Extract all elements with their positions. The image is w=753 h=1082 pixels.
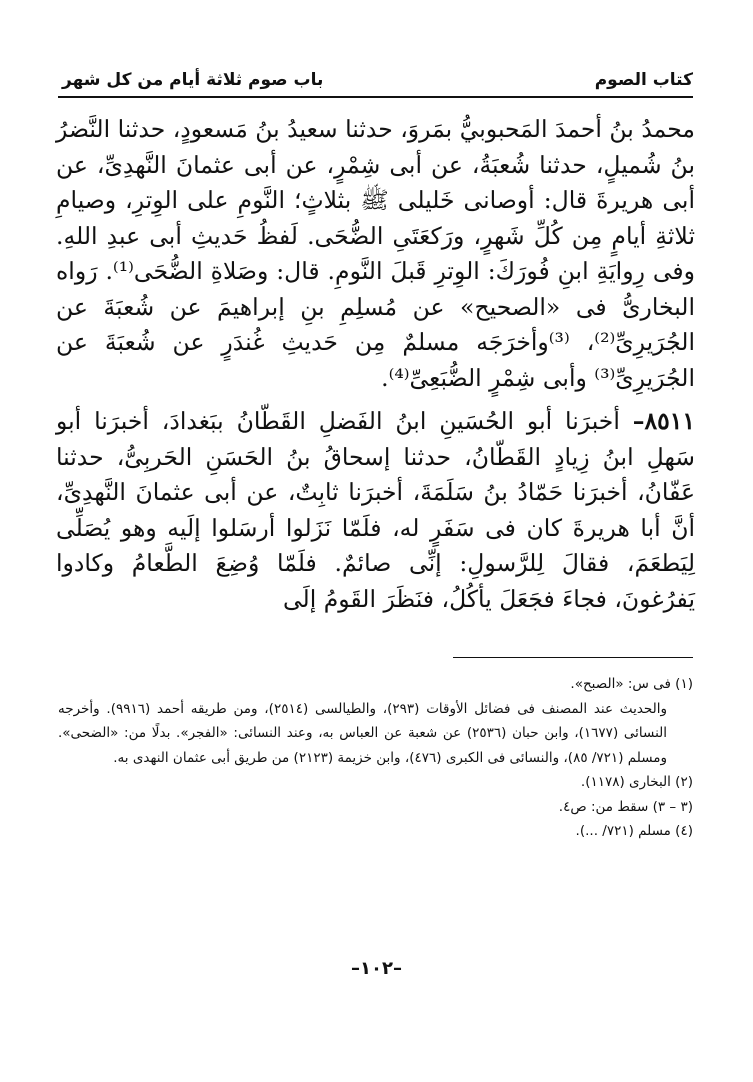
header-rule — [58, 96, 693, 98]
running-header — [62, 60, 693, 94]
hadith-paragraph: محمدُ بنُ أحمدَ المَحبوبيُّ بمَروَ، حدثنا سعيدُ بنُ مَسعودٍ، حدثنا النَّضرُ بنُ شُميلٍ، حدثنا شُعبَةُ، عن أبى شِمْرٍ، عن أبى عثمانَ النَّهدِىِّ، عن أبى هريرةَ قال: أوصانى خَليلى ﷺ بثلاثٍ؛ النَّومِ على الوِترِ، وصيامِ ثلاثةِ أيامٍ مِن كُلِّ شَهرٍ، ورَكعَتَىِ الضُّحَى. لَفظُ حَديثِ أبى عبدِ اللهِ. وفى رِوايَةِ ابنِ فُورَكَ: الوِترِ قَبلَ النَّومِ. قال: وصَلاةِ الضُّحَى⁽¹⁾. رَواه البخارىُّ فى «الصحيح» عن مُسلِمِ بنِ إبراهيمَ عن شُعبَةَ عن الجُرَيرِىِّ⁽²⁾، ⁽³⁾وأخرَجَه مسلمٌ مِن حَديثِ غُندَرٍ عن شُعبَةَ عن الجُرَيرِىِّ⁽³⁾ وأبى شِمْرٍ الضُّبَعِىِّ⁽⁴⁾. — [55, 115, 696, 392]
footnote: (٣ – ٣) سقط من: ص٤. — [558, 798, 693, 815]
hadith-number: ٨٥١١– — [632, 407, 695, 435]
footnote-rule — [453, 657, 693, 658]
footnotes — [58, 672, 693, 844]
main-text — [56, 112, 695, 617]
hadith-paragraph — [56, 404, 695, 617]
book-title: كتاب الصوم — [594, 70, 693, 90]
footnote-continuation: والحديث عند المصنف فى فضائل الأوقات (٢٩٣)، والطيالسى (٢٥١٤)، ومن طريقه أحمد (٩٩١٦). وأخرجه النسائى (١٦٧٧)، وابن حبان (٢٥٣٦) عن شعبة عن العباس به، وعند النسائى: «الفجر». بدلًا من: «الضحى». ومسلم (٧٢١/ ٨٥)، والنسائى فى الكبرى (٤٧٦)، وابن خزيمة (٢١٢٣) من طريق أبى عثمان النهدى به. — [58, 700, 668, 766]
chapter-title: باب صوم ثلاثة أيام من كل شهر — [62, 70, 324, 90]
hadith-text: أخبرَنا أبو الحُسَينِ ابنُ الفَضلِ القَطّانُ ببَغدادَ، أخبرَنا أبو سَهلِ ابنُ زِيادٍ القَطّانُ، حدثنا إسحاقُ بنُ الحَسَنِ الحَربِىُّ، حدثنا عَفّانُ، أخبرَنا حَمّادُ بنُ سَلَمَةَ، أخبرَنا ثابِتٌ، عن أبى عثمانَ النَّهدِىِّ، أنَّ أبا هريرةَ كان فى سَفَرٍ له، فلَمّا نَزَلوا أرسَلوا إلَيه وهو يُصَلِّى لِيَطعَمَ، فقالَ لِلرَّسولِ: إنِّى صائمٌ. فلَمّا وُضِعَ الطَّعامُ وكادوا يَفرُغونَ، فجاءَ فجَعَلَ يأكُلُ، فنَظَرَ القَومُ إلَى — [56, 407, 695, 613]
page-number: –١٠٢– — [351, 958, 402, 979]
footnote: (١) فى س: «الصبح». — [570, 676, 693, 692]
footnote: (٢) البخارى (١١٧٨). — [580, 774, 693, 790]
footnote: (٤) مسلم (٧٢١/ ...). — [575, 823, 693, 839]
